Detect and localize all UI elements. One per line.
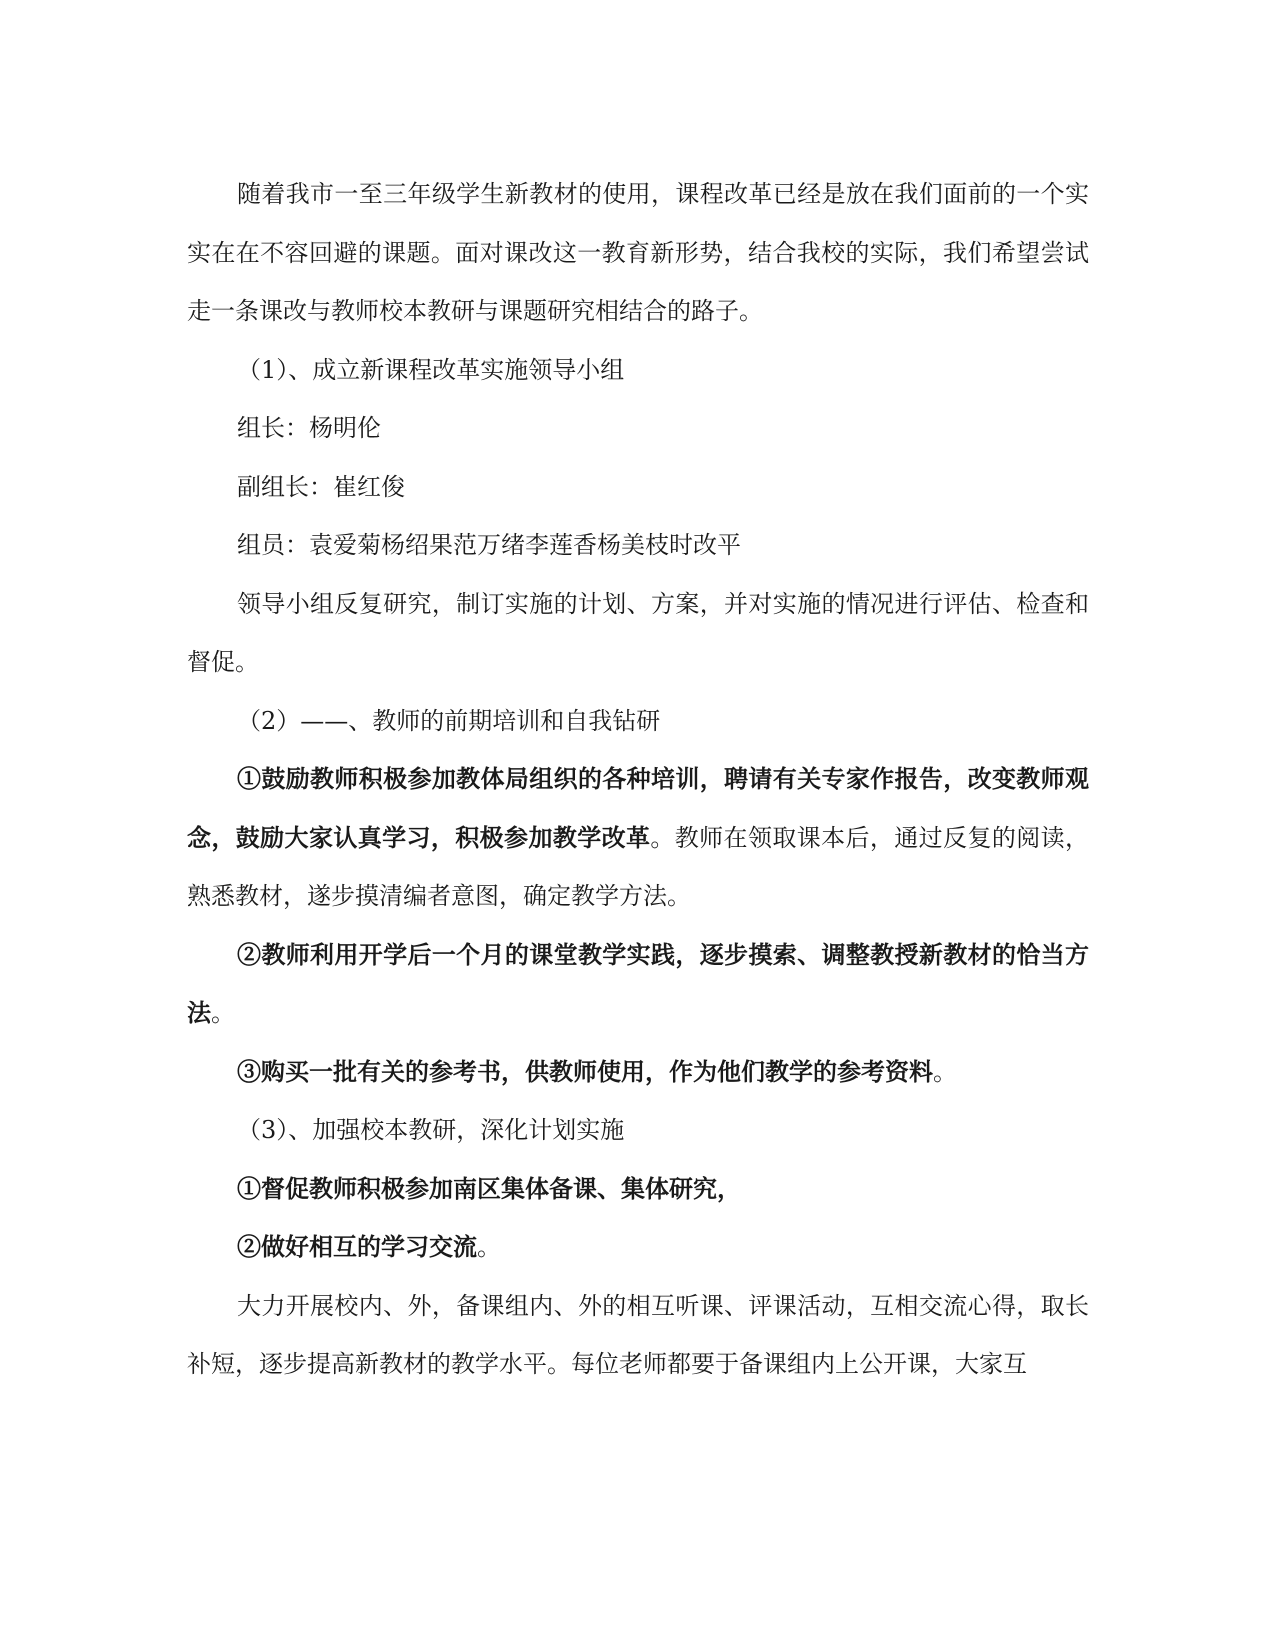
document-page — [187, 165, 1089, 1394]
paragraph-group-members — [187, 516, 1089, 575]
text-run: 领导小组反复研究，制订实施的计划、方案，并对实施的情况进行评估、检查和督促。 — [187, 589, 1089, 676]
paragraph-exchange — [187, 1277, 1089, 1394]
paragraph-item-2-3 — [187, 1043, 1089, 1102]
text-run: 。 — [211, 999, 235, 1027]
paragraph-group-leader — [187, 399, 1089, 458]
text-run: 组员：袁爱菊杨绍果范万绪李莲香杨美枝时改平 — [237, 531, 741, 559]
text-run: （2）——、教师的前期培训和自我钻研 — [237, 706, 661, 735]
paragraph-item-2-2 — [187, 926, 1089, 1043]
bold-text-run: ②做好相互的学习交流 — [237, 1232, 477, 1261]
paragraph-item-3-1 — [187, 1160, 1089, 1219]
text-run: （1）、成立新课程改革实施领导小组 — [237, 355, 625, 384]
heading-leadership-group — [187, 341, 1089, 400]
text-run: 。 — [933, 1057, 957, 1086]
text-run: 副组长：崔红俊 — [237, 472, 405, 501]
paragraph-item-2-1 — [187, 750, 1089, 926]
bold-text-run: ②教师利用开学后一个月的课堂教学实践，逐步摸索、调整教授新教材的恰当方法 — [187, 939, 1089, 1027]
text-run: 。教师在领取课本后，通过反复的阅读，熟悉教材，遂步摸清编者意图，确定教学方法。 — [187, 823, 1090, 910]
text-run: 。 — [477, 1233, 501, 1261]
bold-text-run: ③购买一批有关的参考书，供教师使用，作为他们教学的参考资料 — [237, 1056, 933, 1086]
text-run: （3）、加强校本教研，深化计划实施 — [237, 1116, 625, 1144]
paragraph-intro — [187, 165, 1089, 341]
bold-text-run: ①督促教师积极参加南区集体备课、集体研究， — [237, 1173, 741, 1203]
text-run: 组长：杨明伦 — [237, 414, 381, 442]
paragraph-group-duty — [187, 575, 1089, 692]
heading-teacher-training — [187, 692, 1089, 751]
bold-text-run: ①鼓励教师积极参加教体局组织的各种培训，聘请有关专家作报告，改变教师观念，鼓励大家认真学习，积极参加教学改革 — [187, 764, 1089, 852]
heading-school-research — [187, 1101, 1089, 1160]
paragraph-deputy-leader — [187, 458, 1089, 517]
text-run: 随着我市一至三年级学生新教材的使用，课程改革已经是放在我们面前的一个实实在在不容回避的课题。面对课改这一教育新形势，结合我校的实际，我们希望尝试走一条课改与教师校本教研与课题研究相结合的路子。 — [187, 180, 1089, 325]
text-run: 大力开展校内、外，备课组内、外的相互听课、评课活动，互相交流心得，取长补短，逐步提高新教材的教学水平。每位老师都要于备课组内上公开课，大家互 — [187, 1291, 1089, 1378]
paragraph-item-3-2 — [187, 1218, 1089, 1277]
